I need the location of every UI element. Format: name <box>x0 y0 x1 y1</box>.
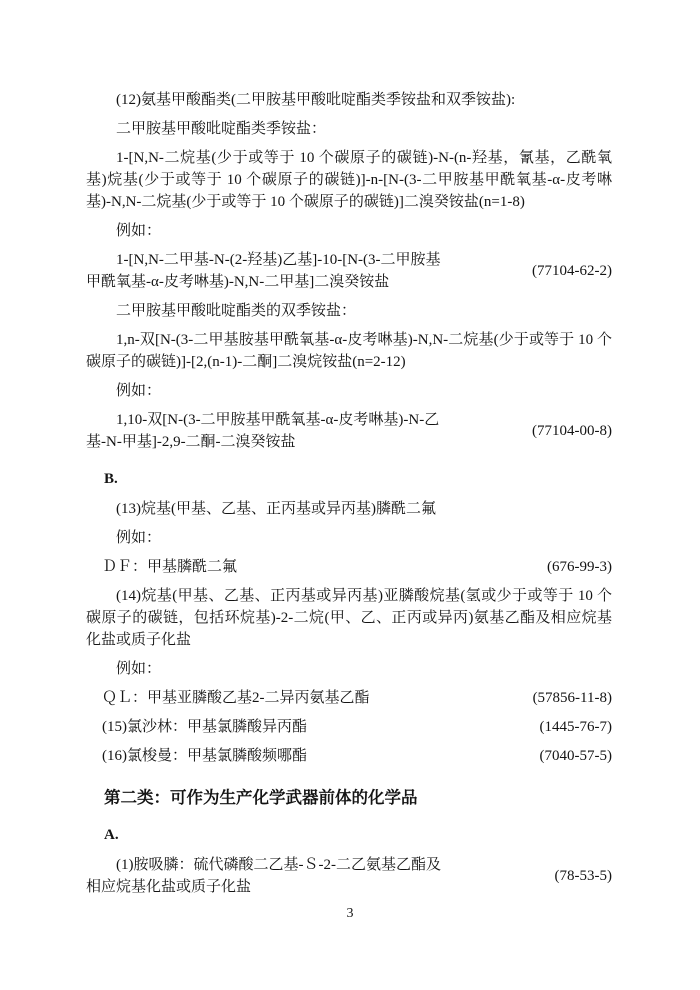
item-12-heading: (12)氨基甲酸酯类(二甲胺基甲酸吡啶酯类季铵盐和双季铵盐): <box>116 92 516 108</box>
chemical-name-line: 1-[N,N-二甲基-N-(2-羟基)乙基]-10-[N-(3-二甲胺基 <box>116 252 441 268</box>
document-body <box>86 82 612 905</box>
cas-number: (7040-57-5) <box>539 748 612 764</box>
example-label: 例如： <box>116 661 162 677</box>
page-number: 3 <box>346 906 354 921</box>
chemical-name-line: 基-N-甲基]-2,9-二酮-二溴癸铵盐 <box>86 434 296 450</box>
example-label: 例如： <box>116 383 162 399</box>
chemical-entry <box>86 716 612 738</box>
cas-number: (1445-76-7) <box>539 719 612 735</box>
chemical-name-line: 相应烷基化盐或质子化盐 <box>86 879 252 895</box>
item-13-heading: (13)烷基(甲基、乙基、正丙基或异丙基)膦酰二氟 <box>116 501 436 517</box>
quaternary-description: 1-[N,N-二烷基(少于或等于 10 个碳原子的碳链)-N-(n-羟基，氰基，乙酰氧基)烷基(少于或等于 10 个碳原子的碳链)]-n-[N-(3-二甲胺基甲酰氧基-α-皮考啉基)-N,N-二烷基(少于或等于 10 个碳原子的碳链)]二溴癸铵盐(n=1-8) <box>86 150 612 210</box>
chemical-name <box>86 854 454 898</box>
item-14-heading: (14)烷基(甲基、乙基、正丙基或异丙基)亚膦酸烷基(氢或少于或等于 10 个碳原子的碳链，包括环烷基)-2-二烷(甲、乙、正丙或异丙)氨基乙酯及相应烷基化盐或质子化盐 <box>86 588 612 648</box>
quaternary-subheading: 二甲胺基甲酸吡啶酯类季铵盐： <box>116 121 327 137</box>
chemical-name-line: 甲酰氧基-α-皮考啉基)-N,N-二甲基]二溴癸铵盐 <box>86 274 390 290</box>
cas-number: (78-53-5) <box>554 868 612 884</box>
cas-number: (77104-00-8) <box>532 423 612 439</box>
chemical-entry <box>86 854 612 898</box>
bisquaternary-subheading: 二甲胺基甲酸吡啶酯类的双季铵盐： <box>116 303 357 319</box>
cas-number: (77104-62-2) <box>532 263 612 279</box>
chemical-name <box>86 249 454 293</box>
chemical-name <box>86 409 454 453</box>
chemical-entry <box>86 687 612 709</box>
schedule-2-heading: 第二类：可作为生产化学武器前体的化学品 <box>104 789 418 807</box>
chemical-entry <box>86 249 612 293</box>
bisquaternary-description: 1,n-双[N-(3-二甲基胺基甲酰氧基-α-皮考啉基)-N,N-二烷基(少于或等于 10 个碳原子的碳链)]-[2,(n-1)-二酮]二溴烷铵盐(n=2-12) <box>86 332 612 370</box>
cas-number: (676-99-3) <box>547 559 612 575</box>
cas-number: (57856-11-8) <box>532 690 612 706</box>
chemical-name: (16)氯梭曼：甲基氯膦酸频哪酯 <box>102 748 307 764</box>
chemical-name: ＱＬ：甲基亚膦酸乙基2-二异丙氨基乙酯 <box>102 690 370 706</box>
chemical-entry <box>86 556 612 578</box>
example-label: 例如： <box>116 530 162 546</box>
chemical-entry <box>86 409 612 453</box>
chemical-name: (15)氯沙林：甲基氯膦酸异丙酯 <box>102 719 307 735</box>
chemical-entry <box>86 745 612 767</box>
example-label: 例如： <box>116 223 162 239</box>
section-label-b: B. <box>104 471 118 487</box>
chemical-name-line: 1,10-双[N-(3-二甲胺基甲酰氧基-α-皮考啉基)-N-乙 <box>116 412 440 428</box>
chemical-name-line: (1)胺吸膦：硫代磷酸二乙基-Ｓ-2-二乙氨基乙酯及 <box>116 857 441 873</box>
chemical-name: ＤＦ：甲基膦酰二氟 <box>102 559 238 575</box>
section-label-a: A. <box>104 827 119 843</box>
